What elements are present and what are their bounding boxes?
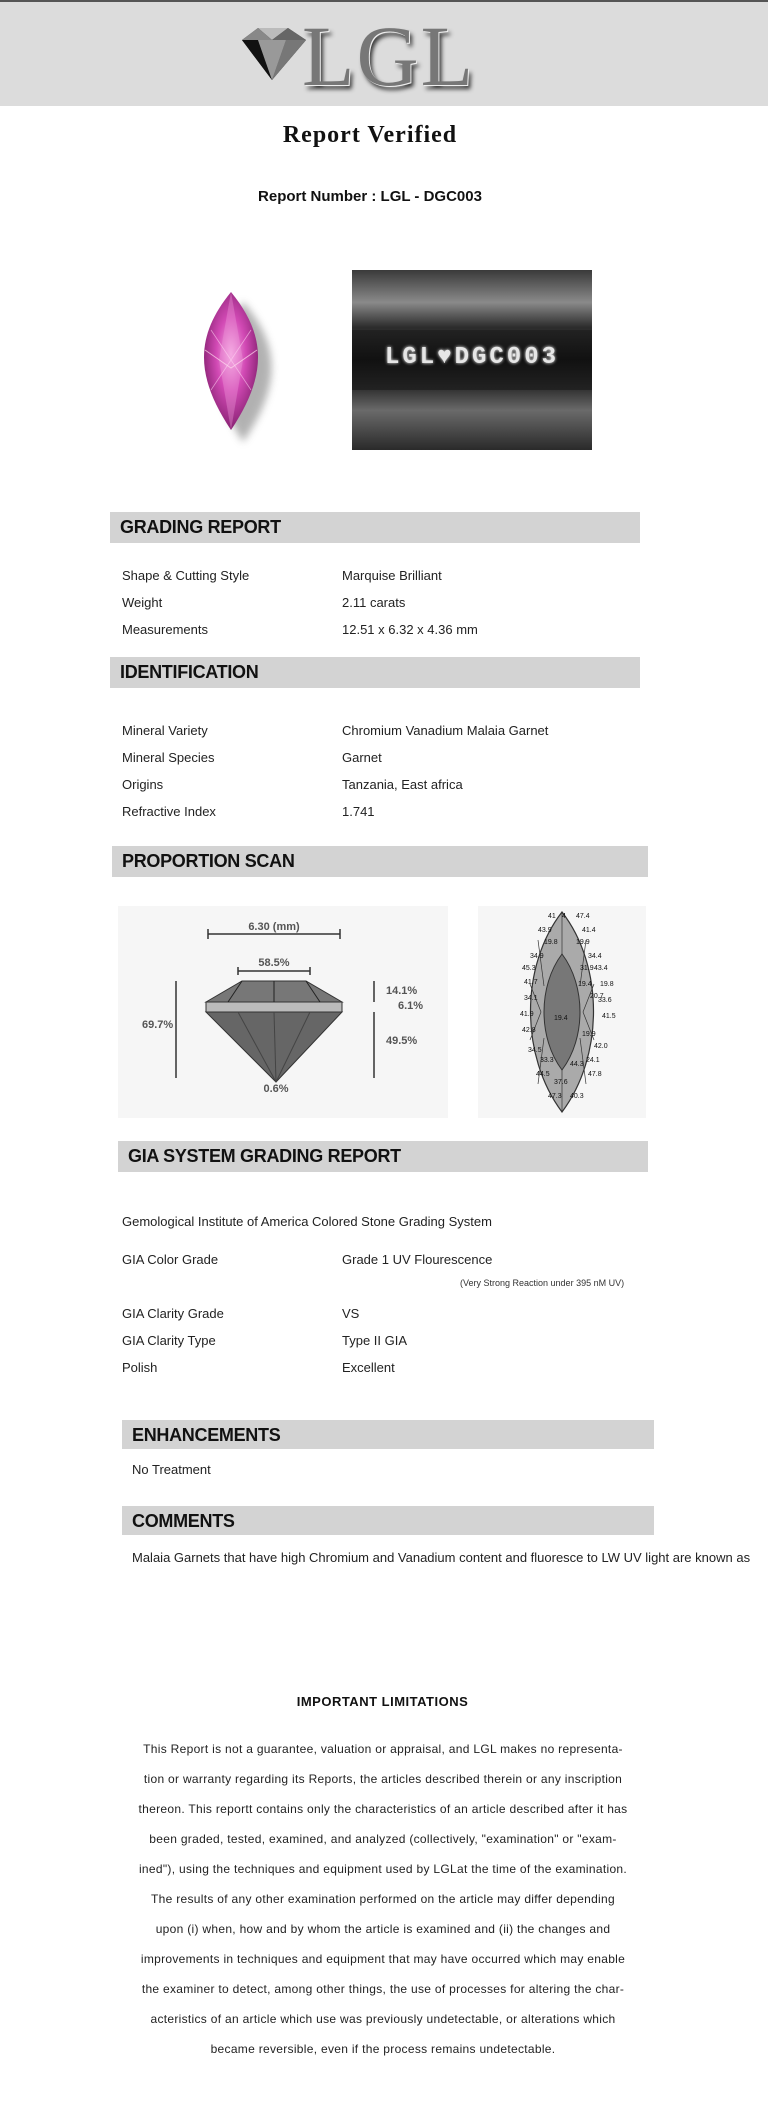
limitations-heading: IMPORTANT LIMITATIONS [296, 1694, 469, 1709]
facet-value-label: 47.4 [576, 913, 590, 920]
comments-heading-bar [122, 1506, 654, 1535]
grading-report-heading: GRADING REPORT [120, 517, 281, 537]
limitations-line: improvements in techniques and equipment that may have occurred which may enable [140, 1952, 626, 1966]
facet-value-label: 41 [548, 913, 556, 920]
diamond-logo-icon [232, 26, 310, 82]
enhancements-text: No Treatment [132, 1462, 211, 1477]
mineral-variety-value: Chromium Vanadium Malaia Garnet [342, 723, 549, 738]
uv-note: (Very Strong Reaction under 395 nM UV) [460, 1278, 625, 1288]
crown-label: 14.1% [386, 985, 418, 997]
facet-value-label: 20.7 [590, 993, 604, 1000]
measurements-value: 12.51 x 6.32 x 4.36 mm [342, 622, 478, 637]
page-title: Report Verified [282, 122, 458, 148]
facet-diagram [478, 906, 646, 1118]
facet-value-label: 41.7 [524, 979, 538, 986]
identification-heading: IDENTIFICATION [120, 662, 259, 682]
profile-diagram [118, 906, 448, 1118]
inscription-text: LGL♥DGC003 [384, 344, 560, 371]
facet-value-label: 34.5 [528, 1047, 542, 1054]
limitations-line: ined"), using the techniques and equipment used by LGLat the time of the examination. [138, 1862, 628, 1876]
facet-value-label: 33.3 [540, 1057, 554, 1064]
weight-value: 2.11 carats [342, 595, 406, 610]
gia-color-grade-value: Grade 1 UV Flourescence [342, 1252, 493, 1267]
refractive-index-value: 1.741 [342, 804, 375, 819]
facet-value-label: 31.9 [580, 965, 594, 972]
facet-value-label: 44.3 [570, 1061, 584, 1068]
refractive-index-label: Refractive Index [122, 804, 216, 819]
weight-label: Weight [122, 595, 163, 610]
gia-clarity-type-value: Type II GIA [342, 1333, 408, 1348]
facet-value-label: 42.8 [522, 1027, 536, 1034]
polish-value: Excellent [342, 1360, 395, 1375]
facet-value-label: 41.5 [602, 1013, 616, 1020]
facet-value-label: 19.9 [576, 939, 590, 946]
facet-value-label: 42.0 [594, 1043, 608, 1050]
polish-label: Polish [122, 1360, 158, 1375]
limitations-line: upon (i) when, how and by whom the article is examined and (ii) the changes and [155, 1922, 611, 1936]
gem-photo [145, 270, 320, 450]
facet-value-label: 33.6 [598, 997, 612, 1004]
facet-value-label: 37.6 [554, 1079, 568, 1086]
facet-value-label: 41.9 [520, 1011, 534, 1018]
gia-intro: Gemological Institute of America Colored Stone Grading System [122, 1214, 492, 1229]
facet-value-label: 19.4 [578, 981, 592, 988]
gia-clarity-type-label: GIA Clarity Type [122, 1333, 216, 1348]
facet-value-label: 47.8 [588, 1071, 602, 1078]
shape-value: Marquise Brilliant [342, 568, 442, 583]
grading-report-heading-bar [110, 512, 640, 543]
culet-label: 0.6% [263, 1083, 289, 1095]
gia-clarity-grade-label: GIA Clarity Grade [122, 1306, 224, 1321]
shape-label: Shape & Cutting Style [122, 568, 250, 583]
facet-value-label: 24.1 [586, 1057, 600, 1064]
facet-value-label: 41.4 [582, 927, 596, 934]
proportion-scan-heading: PROPORTION SCAN [122, 851, 295, 871]
comments-text: Malaia Garnets that have high Chromium and Vanadium content and fluoresce to LW UV light are known as [132, 1550, 751, 1565]
mineral-variety-label: Mineral Variety [122, 723, 208, 738]
gia-report-heading-bar [118, 1141, 648, 1172]
facet-value-label: 19.8 [600, 981, 614, 988]
facet-value-label: 44.5 [536, 1071, 550, 1078]
mineral-species-label: Mineral Species [122, 750, 215, 765]
limitations-body [118, 1734, 648, 2064]
gia-color-grade-label: GIA Color Grade [122, 1252, 219, 1267]
limitations-line: thereon. This reportt contains only the characteristics of an article described after it has [138, 1802, 628, 1816]
mineral-species-value: Garnet [342, 750, 382, 765]
site-header [0, 0, 768, 106]
laser-inscription-photo [352, 270, 592, 450]
depth-label: 69.7% [142, 1019, 174, 1031]
limitations-line: acteristics of an article which use was previously undetectable, or alterations which [150, 2012, 616, 2026]
facet-value-label: 47.3 [548, 1093, 562, 1100]
facet-value-label: 34.1 [524, 995, 538, 1002]
identification-heading-bar [110, 657, 640, 688]
facet-value-label: 4 [562, 913, 566, 920]
lgl-logo[interactable] [232, 8, 492, 104]
limitations-line: The results of any other examination performed on the article may differ depending [151, 1892, 615, 1906]
facet-value-label: 19.9 [582, 1031, 596, 1038]
comments-heading: COMMENTS [132, 1511, 235, 1531]
limitations-line: tion or warranty regarding its Reports, the articles described therein or any inscription [143, 1772, 623, 1786]
facet-value-label: 19.8 [544, 939, 558, 946]
origins-label: Origins [122, 777, 164, 792]
measurements-label: Measurements [122, 622, 208, 637]
origins-value: Tanzania, East africa [342, 777, 463, 792]
facet-value-label: 43.4 [594, 965, 608, 972]
limitations-line: became reversible, even if the process remains undetectable. [210, 2042, 556, 2056]
gia-clarity-grade-value: VS [342, 1306, 360, 1321]
table-label: 58.5% [258, 957, 290, 969]
pavilion-label: 49.5% [386, 1035, 418, 1047]
limitations-line: This Report is not a guarantee, valuation or appraisal, and LGL makes no representa- [143, 1742, 623, 1756]
facet-value-label: 19.4 [554, 1015, 568, 1022]
facet-value-label: 43.9 [538, 927, 552, 934]
enhancements-heading-bar [122, 1420, 654, 1449]
width-label: 6.30 (mm) [248, 921, 300, 933]
facet-value-label: 34.4 [588, 953, 602, 960]
gia-report-heading: GIA SYSTEM GRADING REPORT [128, 1146, 401, 1166]
facet-value-label: 40.3 [570, 1093, 584, 1100]
facet-value-label: 45.3 [522, 965, 536, 972]
limitations-line: the examiner to detect, among other things, the use of processes for altering the char- [141, 1982, 625, 1996]
proportion-scan-heading-bar [112, 846, 648, 877]
limitations-line: been graded, tested, examined, and analyzed (collectively, "examination" or "exam- [149, 1832, 617, 1846]
logo-text: LGL [302, 8, 476, 104]
girdle-label: 6.1% [398, 1000, 424, 1012]
report-number: Report Number : LGL - DGC003 [258, 188, 482, 205]
facet-value-label: 34.9 [530, 953, 544, 960]
enhancements-heading: ENHANCEMENTS [132, 1425, 281, 1445]
